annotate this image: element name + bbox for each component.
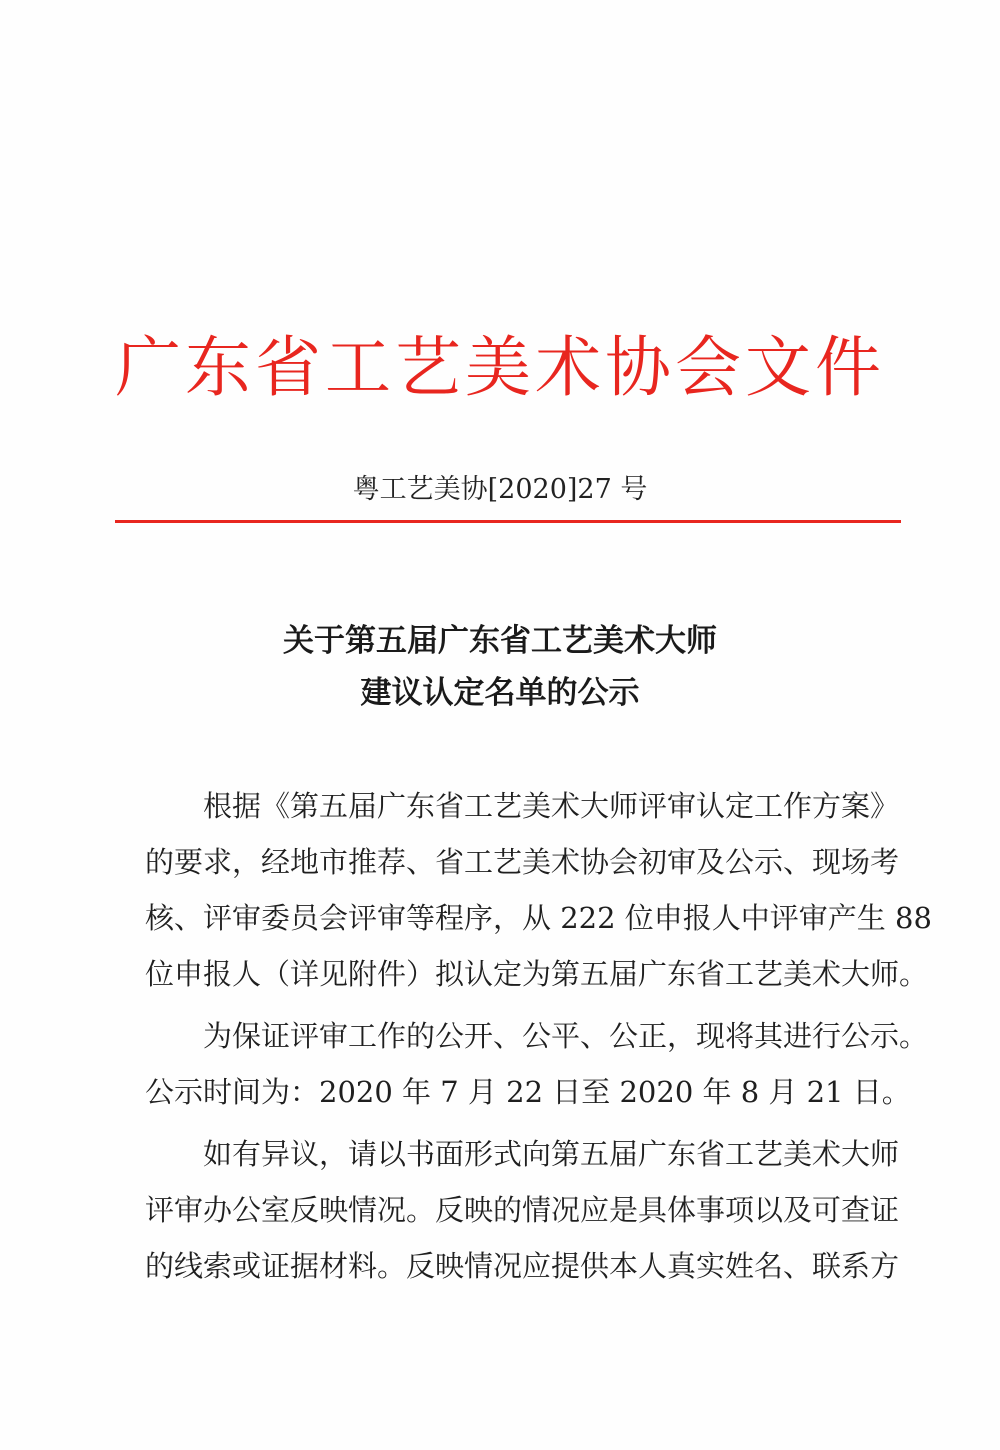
paragraph-line: 公示时间为：2020 年 7 月 22 日至 2020 年 8 月 21 日。	[145, 1075, 911, 1109]
paragraph-line: 评审办公室反映情况。反映的情况应是具体事项以及可查证	[145, 1193, 900, 1227]
notice-body	[145, 778, 932, 1294]
paragraph-line: 如有异议，请以书面形式向第五届广东省工艺美术大师	[203, 1137, 900, 1171]
notice-title-line-2: 建议认定名单的公示	[360, 675, 640, 711]
paragraph-line: 核、评审委员会评审等程序，从 222 位申报人中评审产生 88	[145, 901, 932, 935]
document-number: 粤工艺美协[2020]27 号	[352, 474, 648, 505]
paragraph-line: 为保证评审工作的公开、公平、公正，现将其进行公示。	[203, 1019, 929, 1053]
notice-title-line-1: 关于第五届广东省工艺美术大师	[283, 623, 717, 659]
paragraph-3	[145, 1126, 900, 1294]
paragraph-line: 位申报人（详见附件）拟认定为第五届广东省工艺美术大师。	[145, 957, 929, 991]
letterhead-title: 广东省工艺美术协会文件	[115, 329, 885, 406]
paragraph-line: 的要求，经地市推荐、省工艺美术协会初审及公示、现场考	[145, 845, 900, 879]
letterhead-divider	[115, 520, 901, 523]
paragraph-line: 根据《第五届广东省工艺美术大师评审认定工作方案》	[203, 789, 900, 823]
paragraph-2	[145, 1008, 929, 1120]
notice-title	[0, 615, 1000, 719]
paragraph-1	[145, 778, 932, 1002]
paragraph-line: 的线索或证据材料。反映情况应提供本人真实姓名、联系方	[145, 1249, 900, 1283]
